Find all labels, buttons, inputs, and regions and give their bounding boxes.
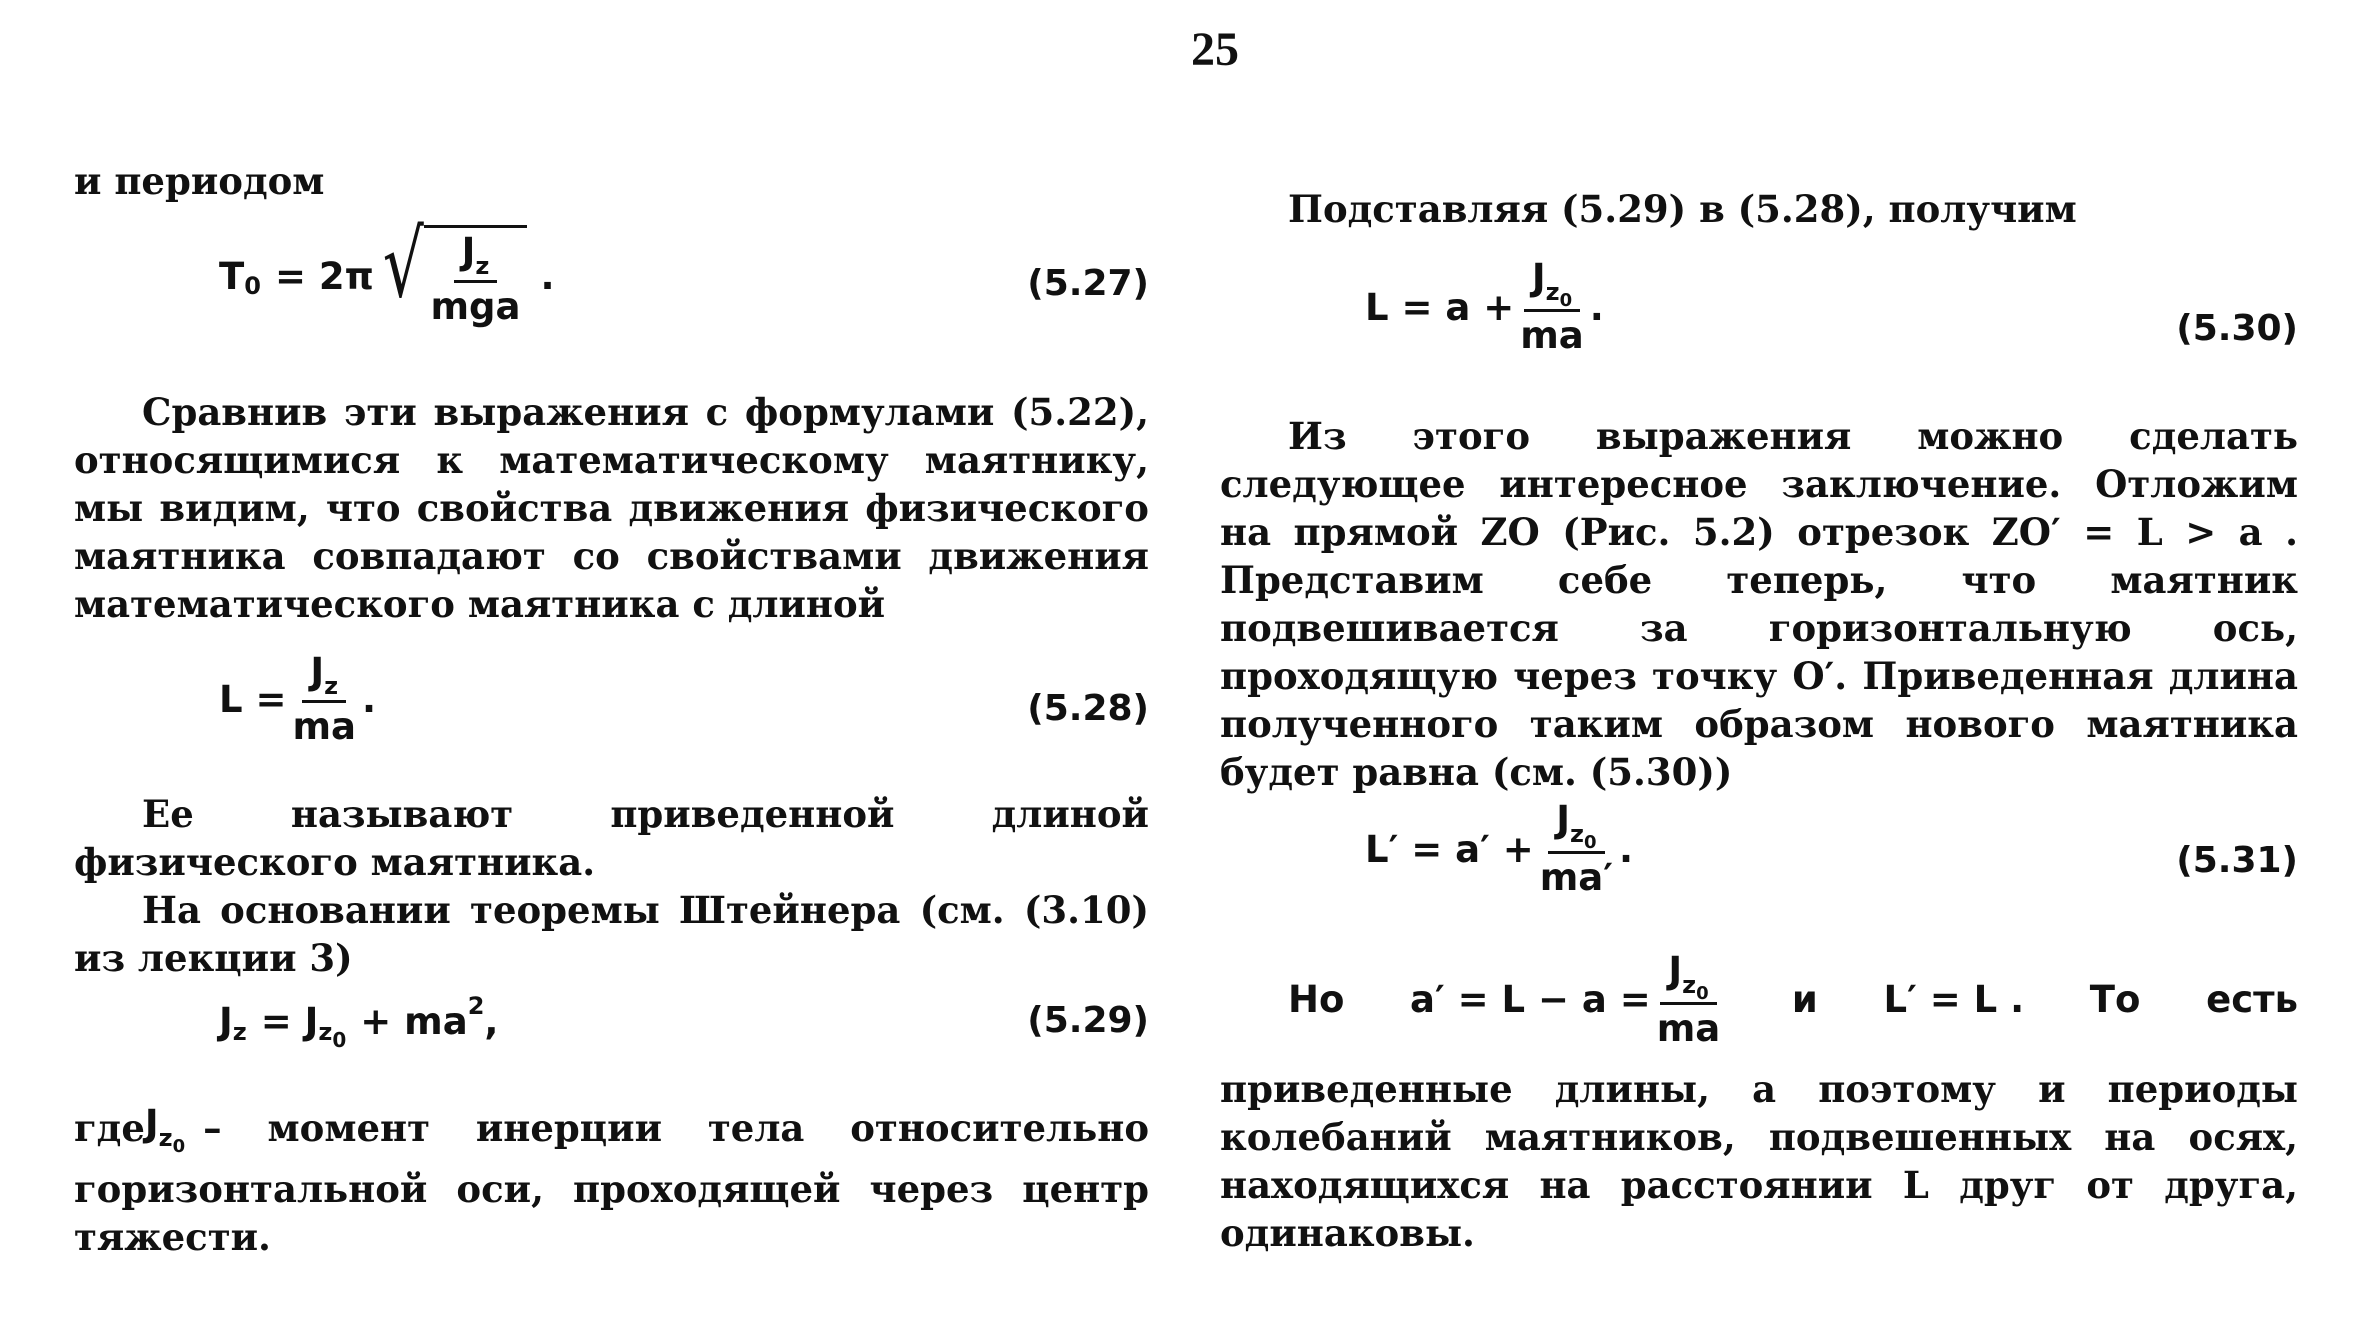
f530-den: ma [1520,314,1584,357]
word-gde: где [74,1105,145,1150]
f531-num-sub1: z [1570,820,1584,848]
formula-5-27 [74,211,1149,345]
f528-lhs: L = [219,678,287,721]
word-ee: Ее [142,792,194,836]
sqrt-symbol: √ $\frac{J_z}{\text{mga}}$ [374,225,527,327]
paragraph-moment-line2: горизонтальной оси, проходящей через центр тяжести. [74,1167,1149,1259]
f528-den: ma [292,705,356,748]
f529-sup: 2 [467,991,485,1020]
paragraph-conclusion: Из этого выражения можно сделать следующее интересное заключение. Отложим на прямой ZO (Рис. 5.2) отрезок ZO′ = L > a . Представим себе теперь, что маятник подвешивается за горизонтальную ось, проходящую через точку O′. Приведенная длина полученного таким образом нового маятника будет равна (см. (5.30)) [1220,414,2298,794]
equation-number-5-28: (5.28) [1027,688,1149,729]
word-no: Но [1288,978,1345,1021]
f530-lhs: L = a + [1365,285,1515,329]
f527-num: J [461,230,476,273]
f531-fraction [1540,800,1613,898]
f531-tail: . [1619,827,1634,871]
f529-sub1: z [318,1017,333,1046]
term-dlinoy: длиной [991,792,1149,836]
f531-lhs: L′ = a′ + [1365,827,1534,871]
word-to: То [2089,978,2141,1021]
equation-number-5-27: (5.27) [1027,263,1149,304]
f529-tail: , [484,1000,499,1043]
formula-5-30 [1220,258,2298,378]
f530-num-sub2: 0 [1559,290,1573,311]
term-privedennoy: приведенной [610,792,895,836]
f527-lhs-sub: 0 [244,272,261,300]
f528-tail: . [362,678,377,721]
f529-lhs: J [219,1000,233,1043]
f531-num-sub2: 0 [1583,832,1597,853]
paragraph-equal-periods: приведенные длины, а поэтому и периоды колебаний маятников, подвешенных на осях, находящихся на расстоянии L друг от друга, одинаковы. [1220,1067,2298,1255]
but-fraction: $\frac{J_{z0}}{ma}$ [1656,949,1721,1050]
moment-text-1: – момент инерции тела относительно [203,1105,1149,1150]
f529-lhs-sub: z [232,1017,247,1046]
equation-number-5-30: (5.30) [2176,308,2298,349]
f527-den: mga [430,285,521,328]
f531-num: J [1556,798,1570,841]
f529-eq: = J [260,1000,319,1043]
f527-num-sub: z [475,252,490,280]
f528-num: J [310,650,325,693]
line-but-equal [1220,945,2298,1055]
f531-den: ma′ [1539,856,1613,899]
intro-text-right: Подставляя (5.29) в (5.28), получим [1288,187,2077,231]
word-nazyvayut: называют [290,792,514,836]
f528-fraction [292,652,356,747]
page-number: 25 [1191,23,1239,76]
paragraph-comparison: Сравнив эти выражения с формулами (5.22), относящимися к математическому маятнику, мы видим, что свойства движения физического маятника совпадают со свойствами движения математического маятника с длиной [74,390,1149,626]
f530-num-sub1: z [1545,278,1560,306]
word-est: есть [2206,978,2298,1021]
equation-number-5-31: (5.31) [2176,840,2298,881]
paragraph-reduced-length-line1 [74,790,1149,838]
f529-plus: + ma [360,1000,468,1043]
f530-fraction [1520,258,1584,356]
equation-number-5-29: (5.29) [1027,1000,1149,1041]
word-i: и [1791,978,1818,1021]
f529-sub2: 0 [332,1027,347,1052]
f527-fraction [430,232,520,327]
f528-num-sub: z [324,672,339,700]
paragraph-steiner: На основании теоремы Штейнера (см. (3.10) из лекции 3) [74,888,1149,980]
f530-tail: . [1589,285,1604,329]
paragraph-moment-line1 [74,1100,1149,1155]
f530-num: J [1531,256,1546,299]
symbol-jz0: $J_{z0}$ [144,1102,186,1157]
expr-l-prime: L′ = L . [1883,978,2025,1021]
f527-lhs: T [219,254,245,298]
formula-5-28 [74,652,1149,772]
paragraph-reduced-length-line2: физического маятника. [74,840,596,884]
f527-eq: = 2π [274,254,374,298]
expr-a-prime: a′ = L − a = $\frac{J_{z0}}{ma}$ [1410,949,1721,1050]
intro-text-left: и периодом [74,159,325,203]
f527-tail: . [540,254,555,298]
formula-5-31 [1220,800,2298,920]
